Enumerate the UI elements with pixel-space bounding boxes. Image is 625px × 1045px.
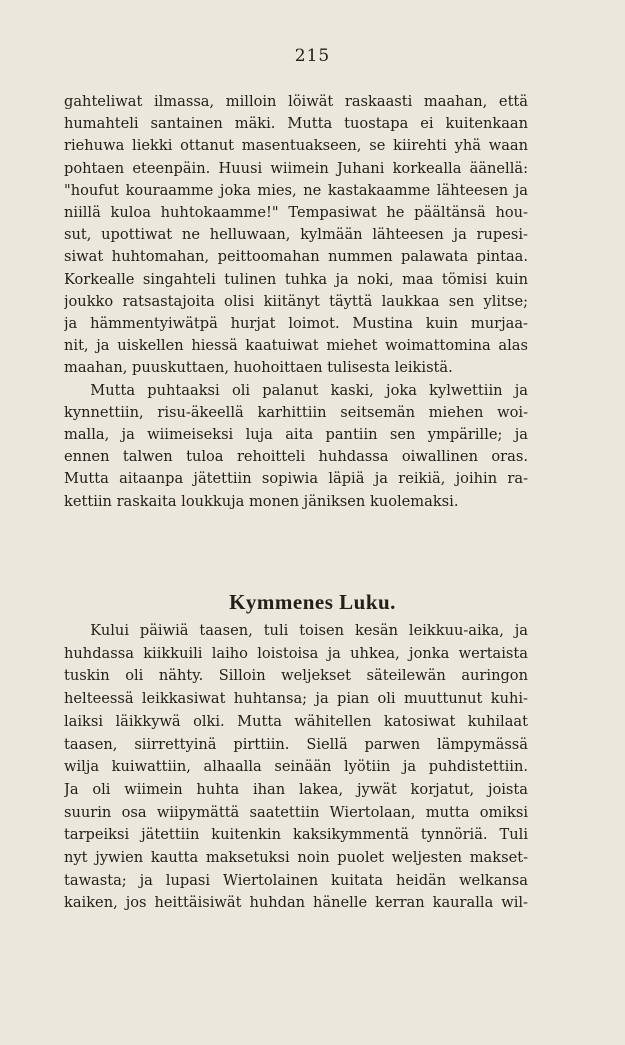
text-line: riehuwa liekki ottanut masentuakseen, se kiirehti yhä waan	[64, 137, 528, 155]
text-line: suurin osa wiipymättä saatettiin Wiertolaan, mutta omiksi	[64, 803, 528, 821]
text-line: Kului päiwiä taasen, tuli toisen kesän leikkuu-aika, ja	[90, 622, 528, 639]
text-line: ennen talwen tuloa rehoitteli huhdassa oiwallinen oras.	[64, 448, 528, 466]
text-line: humahteli santainen mäki. Mutta tuostapa ei kuitenkaan	[64, 115, 528, 133]
text-line: Korkealle singahteli tulinen tuhka ja noki, maa tömisi kuin	[64, 270, 528, 288]
text-line: kaiken, jos heittäisiwät huhdan hänelle kerran kauralla wil-	[64, 894, 528, 912]
text-line: tawasta; ja lupasi Wiertolainen kuitata heidän welkansa	[64, 871, 528, 889]
text-line: nyt jywien kautta maksetuksi noin puolet weljesten makset-	[64, 849, 528, 867]
text-line: kettiin raskaita loukkuja monen jäniksen kuolemaksi.	[64, 492, 459, 510]
text-line: siwat huhtomahan, peittoomahan nummen palawata pintaa.	[64, 248, 528, 266]
text-line: joukko ratsastajoita olisi kiitänyt täyttä laukkaa sen ylitse;	[64, 292, 528, 310]
text-line: nit, ja uiskellen hiessä kaatuiwat miehet woimattomina alas	[64, 337, 528, 355]
text-line: niillä kuloa huhtokaamme!" Tempasiwat he päältänsä hou-	[64, 204, 528, 222]
text-line: maahan, puuskuttaen, huohoittaen tulisesta leikistä.	[64, 359, 453, 377]
text-line: taasen, siirrettyinä pirttiin. Siellä parwen lämpymässä	[64, 735, 528, 753]
text-line: tarpeiksi jätettiin kuitenkin kaksikymmentä tynnöriä. Tuli	[64, 826, 528, 844]
text-block-part1	[64, 91, 528, 513]
text-line: Mutta aitaanpa jätettiin sopiwia läpiä ja reikiä, joihin ra-	[64, 470, 528, 488]
text-line: sut, upottiwat ne helluwaan, kylmään lähteesen ja rupesi-	[64, 226, 528, 244]
text-line: pohtaen eteenpäin. Huusi wiimein Juhani korkealla äänellä:	[64, 159, 528, 177]
text-line: helteessä leikkasiwat huhtansa; ja pian oli muuttunut kuhi-	[64, 690, 528, 708]
page-number: 215	[294, 46, 331, 66]
text-line: "houfut kouraamme joka mies, ne kastakaamme lähteesen ja	[64, 181, 528, 199]
text-line: malla, ja wiimeiseksi luja aita pantiin sen ympärille; ja	[64, 426, 528, 444]
text-line: kynnettiin, risu-äkeellä karhittiin seitsemän miehen woi-	[64, 403, 528, 421]
text-line: Ja oli wiimein huhta ihan lakea, jywät korjatut, joista	[64, 780, 528, 798]
text-line: wilja kuiwattiin, alhaalla seinään lyötiin ja puhdistettiin.	[64, 758, 528, 776]
text-line: Mutta puhtaaksi oli palanut kaski, joka kylwettiin ja	[90, 381, 528, 399]
text-line: ja hämmentyiwätpä hurjat loimot. Mustina kuin murjaa-	[64, 315, 528, 333]
text-line: gahteliwat ilmassa, milloin löiwät raskaasti maahan, että	[64, 93, 528, 110]
text-line: laiksi läikkywä olki. Mutta wähitellen katosiwat kuhilaat	[64, 712, 528, 730]
text-line: tuskin oli nähty. Silloin weljekset säteilewän auringon	[64, 667, 528, 685]
chapter-heading: Kymmenes Luku.	[229, 590, 396, 614]
text-line: huhdassa kiikkuili laiho loistoisa ja uhkea, jonka wertaista	[64, 644, 528, 662]
text-block-part2	[64, 620, 528, 915]
